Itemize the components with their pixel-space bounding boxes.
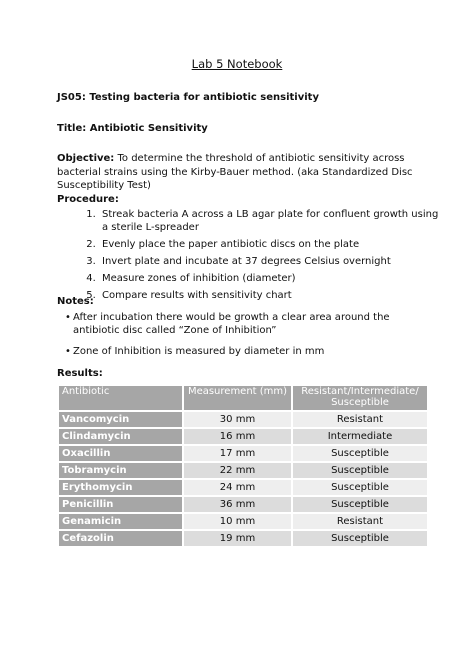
table-row bbox=[59, 497, 427, 512]
measurement-cell: 10 mm bbox=[184, 514, 291, 529]
procedure-list bbox=[57, 208, 441, 306]
results-table bbox=[57, 384, 429, 548]
classification-cell: Intermediate bbox=[293, 429, 427, 444]
notes-list bbox=[57, 311, 435, 366]
column-header-classification: Resistant/Intermediate/ Susceptible bbox=[293, 386, 427, 410]
classification-cell: Susceptible bbox=[293, 463, 427, 478]
page-title: Lab 5 Notebook bbox=[191, 57, 283, 71]
note-item: • After incubation there would be growth a clear area around the antibiotic disc called “Zone of Inhibition” bbox=[65, 311, 435, 337]
classification-cell: Susceptible bbox=[293, 480, 427, 495]
note-item: • Zone of Inhibition is measured by diameter in mm bbox=[65, 345, 435, 358]
title-line: Title: Antibiotic Sensitivity bbox=[57, 123, 208, 134]
classification-cell: Susceptible bbox=[293, 531, 427, 546]
antibiotic-cell: Oxacillin bbox=[59, 446, 182, 461]
antibiotic-cell: Vancomycin bbox=[59, 412, 182, 427]
antibiotic-cell: Penicillin bbox=[59, 497, 182, 512]
classification-cell: Resistant bbox=[293, 412, 427, 427]
table-header-row bbox=[59, 386, 427, 410]
table-row bbox=[59, 412, 427, 427]
table-row bbox=[59, 463, 427, 478]
measurement-cell: 24 mm bbox=[184, 480, 291, 495]
measurement-cell: 36 mm bbox=[184, 497, 291, 512]
column-header-measurement: Measurement (mm) bbox=[184, 386, 291, 410]
classification-cell: Resistant bbox=[293, 514, 427, 529]
procedure-step: 1. Streak bacteria A across a LB agar plate for confluent growth using a sterile L-spreader bbox=[99, 208, 441, 234]
classification-cell: Susceptible bbox=[293, 497, 427, 512]
table-row bbox=[59, 514, 427, 529]
measurement-cell: 19 mm bbox=[184, 531, 291, 546]
procedure-step: 4. Measure zones of inhibition (diameter) bbox=[99, 272, 441, 285]
procedure-step: 5. Compare results with sensitivity chart bbox=[99, 289, 441, 302]
measurement-cell: 30 mm bbox=[184, 412, 291, 427]
procedure-heading: Procedure: bbox=[57, 194, 119, 205]
table-row bbox=[59, 429, 427, 444]
antibiotic-cell: Erythomycin bbox=[59, 480, 182, 495]
antibiotic-cell: Cefazolin bbox=[59, 531, 182, 546]
results-heading: Results: bbox=[57, 368, 103, 379]
antibiotic-cell: Clindamycin bbox=[59, 429, 182, 444]
table-row bbox=[59, 446, 427, 461]
classification-cell: Susceptible bbox=[293, 446, 427, 461]
procedure-step: 2. Evenly place the paper antibiotic discs on the plate bbox=[99, 238, 441, 251]
objective-paragraph bbox=[57, 152, 437, 193]
antibiotic-cell: Genamicin bbox=[59, 514, 182, 529]
objective-text: To determine the threshold of antibiotic sensitivity across bacterial strains using the Kirby-Bauer method. (aka Standardized Disc Susceptibility Test) bbox=[57, 153, 413, 191]
column-header-antibiotic: Antibiotic bbox=[59, 386, 182, 410]
measurement-cell: 17 mm bbox=[184, 446, 291, 461]
antibiotic-cell: Tobramycin bbox=[59, 463, 182, 478]
table-row bbox=[59, 480, 427, 495]
experiment-heading: JS05: Testing bacteria for antibiotic sensitivity bbox=[57, 92, 319, 103]
measurement-cell: 22 mm bbox=[184, 463, 291, 478]
measurement-cell: 16 mm bbox=[184, 429, 291, 444]
objective-label: Objective: bbox=[57, 153, 115, 164]
table-row bbox=[59, 531, 427, 546]
procedure-step: 3. Invert plate and incubate at 37 degrees Celsius overnight bbox=[99, 255, 441, 268]
notes-heading: Notes: bbox=[57, 296, 94, 307]
